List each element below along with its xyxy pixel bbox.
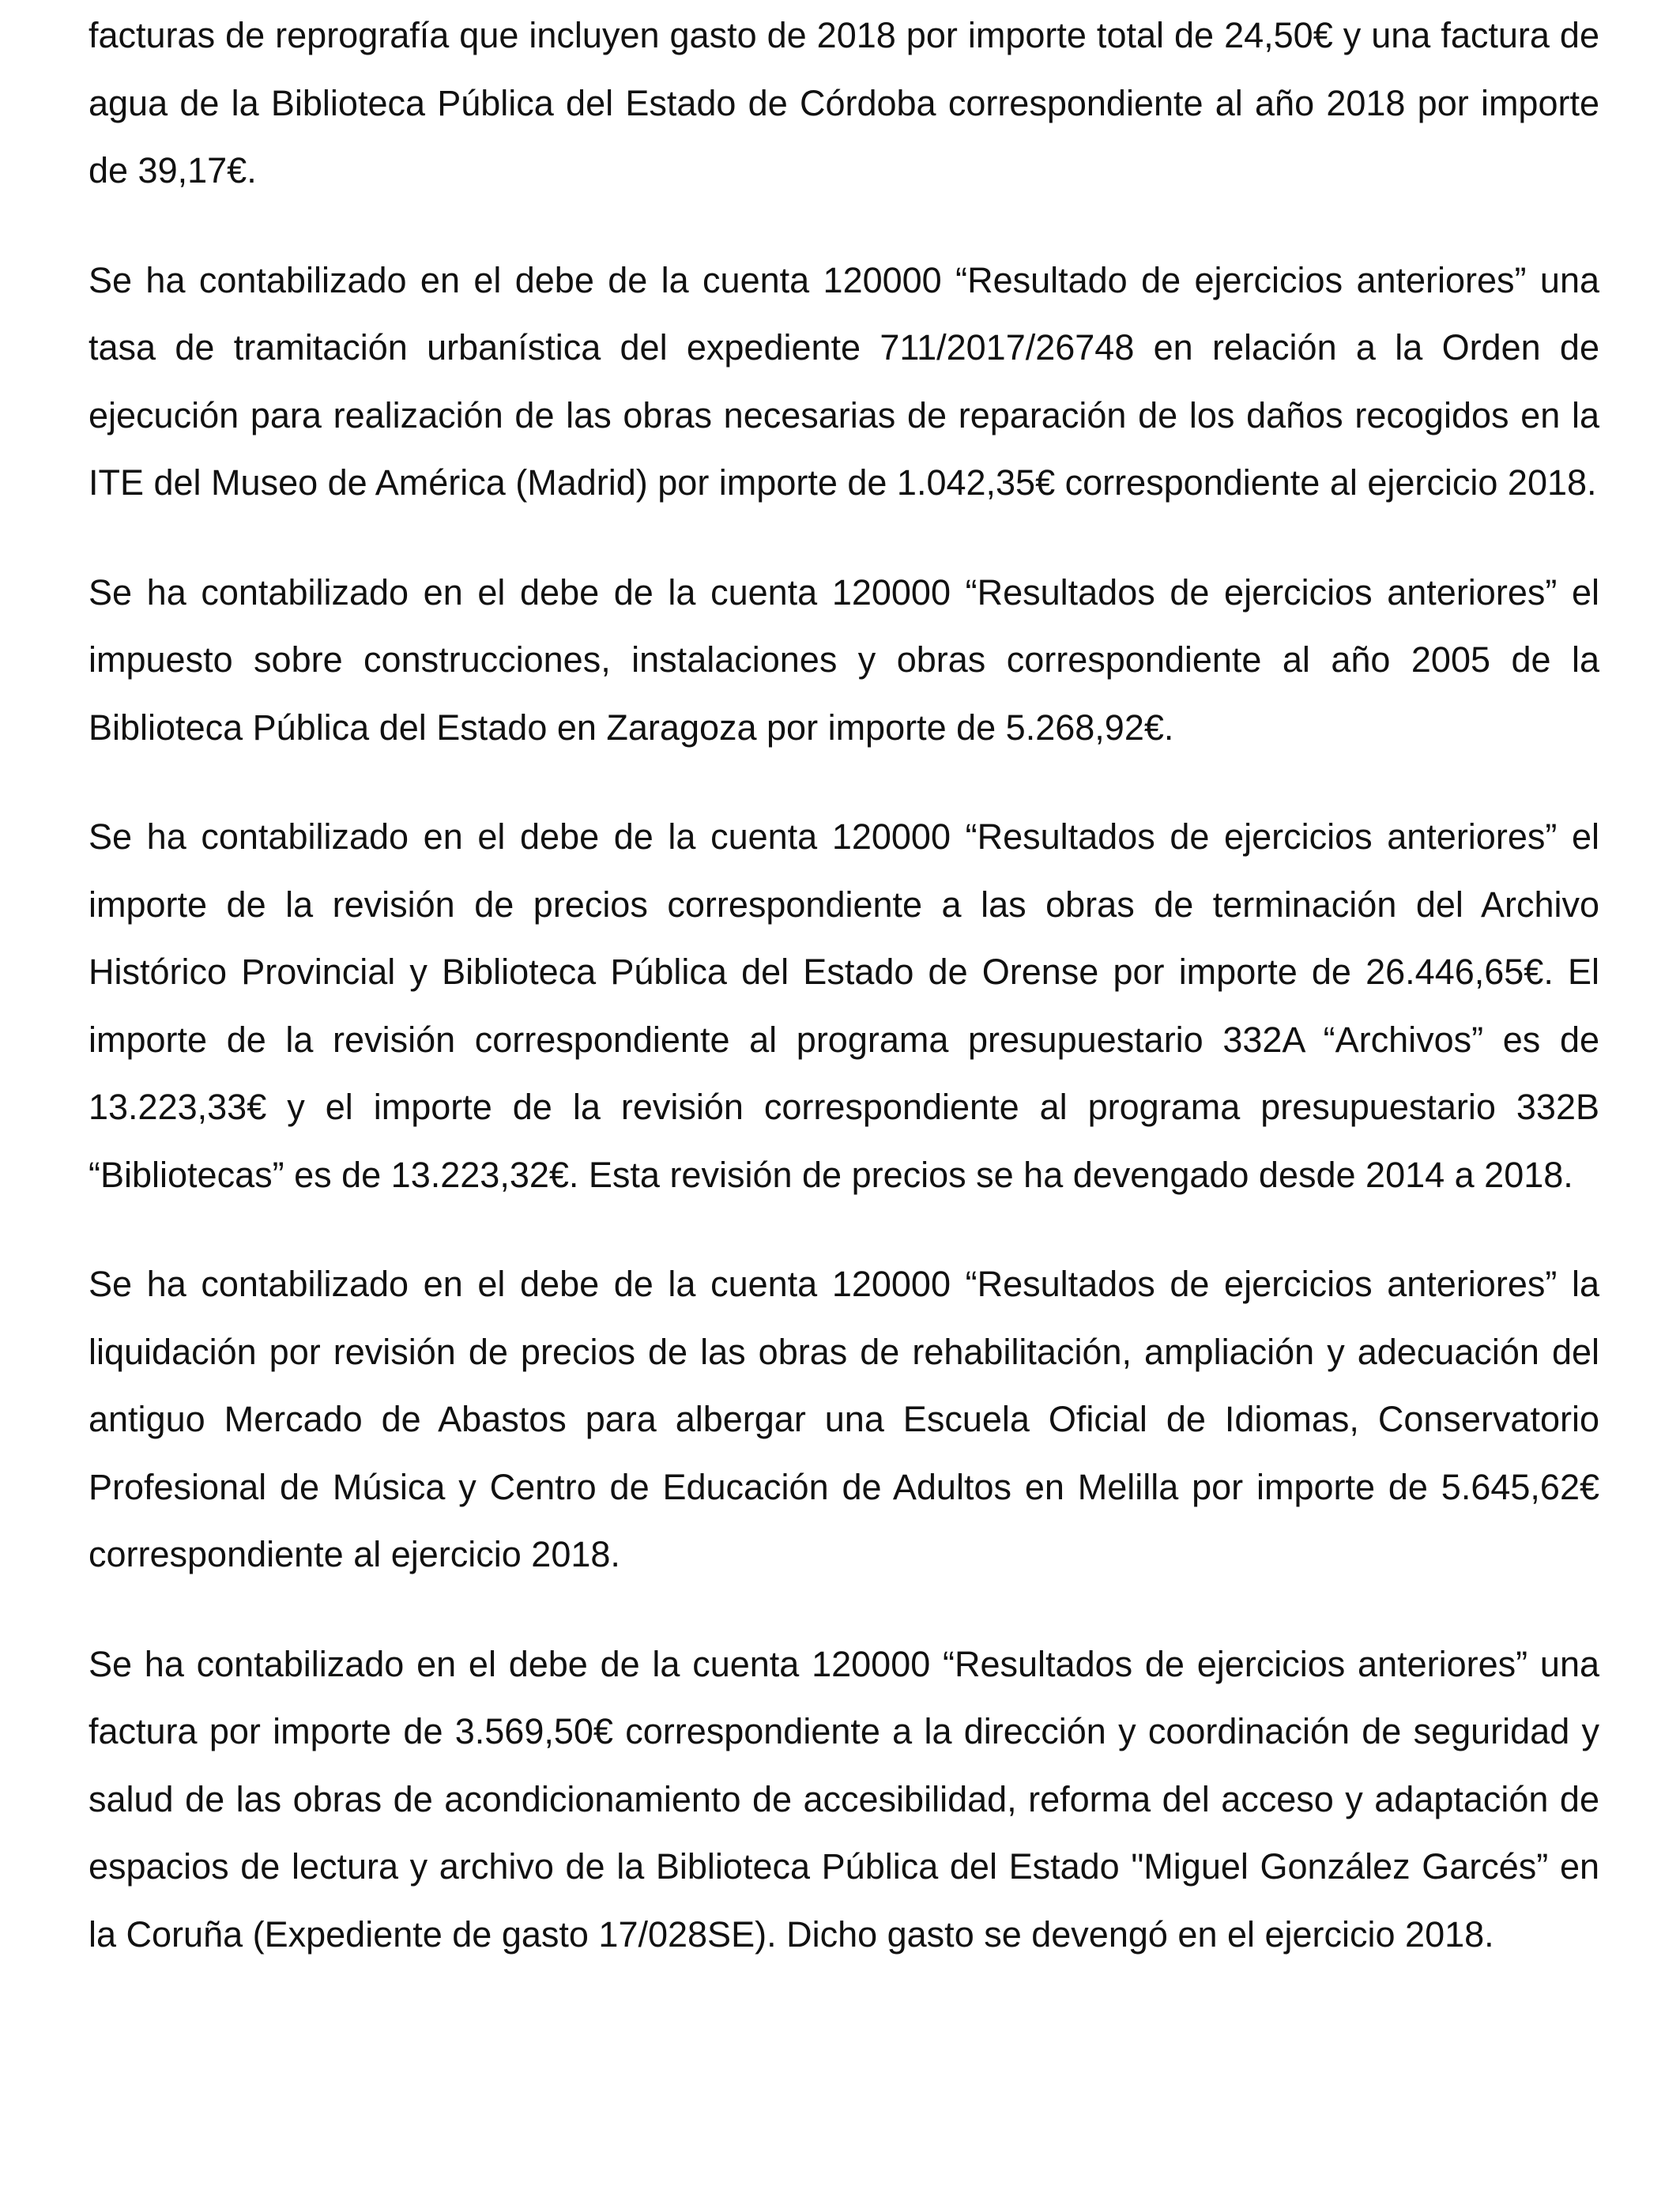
paragraph-factura-coruna: Se ha contabilizado en el debe de la cuenta 120000 “Resultados de ejercicios anteriores” una factura por importe de 3.569,50€ correspondiente a la dirección y coordinación de seguridad y salud de las obras de acondicionamiento de accesibilidad, reforma del acceso y adaptación de espacios de lectura y archivo de la Biblioteca Pública del Estado "Miguel González Garcés” en la Coruña (Expediente de gasto 17/028SE). Dicho gasto se devengó en el ejercicio 2018. (89, 1643, 1599, 1955)
paragraph-revision-precios-orense: Se ha contabilizado en el debe de la cuenta 120000 “Resultados de ejercicios anteriores” el importe de la revisión de precios correspondiente a las obras de terminación del Archivo Histórico Provincial y Biblioteca Pública del Estado de Orense por importe de 26.446,65€. El importe de la revisión correspondiente al programa presupuestario 332A “Archivos” es de 13.223,33€ y el importe de la revisión correspondiente al programa presupuestario 332B “Bibliotecas” es de 13.223,32€. Esta revisión de precios se ha devengado desde 2014 a 2018. (89, 816, 1599, 1195)
paragraph-tasa-urbanistica: Se ha contabilizado en el debe de la cuenta 120000 “Resultado de ejercicios anteriores” una tasa de tramitación urbanística del expediente 711/2017/26748 en relación a la Orden de ejecución para realización de las obras necesarias de reparación de los daños recogidos en la ITE del Museo de América (Madrid) por importe de 1.042,35€ correspondiente al ejercicio 2018. (89, 259, 1599, 503)
document-page (89, 0, 1599, 2010)
paragraph-impuesto-construcciones: Se ha contabilizado en el debe de la cuenta 120000 “Resultados de ejercicios anteriores” el impuesto sobre construcciones, instalaciones y obras correspondiente al año 2005 de la Biblioteca Pública del Estado en Zaragoza por importe de 5.268,92€. (89, 571, 1599, 748)
paragraph-mercado-abastos-melilla: Se ha contabilizado en el debe de la cuenta 120000 “Resultados de ejercicios anteriores” la liquidación por revisión de precios de las obras de rehabilitación, ampliación y adecuación del antiguo Mercado de Abastos para albergar una Escuela Oficial de Idiomas, Conservatorio Profesional de Música y Centro de Educación de Adultos en Melilla por importe de 5.645,62€ correspondiente al ejercicio 2018. (89, 1264, 1599, 1574)
paragraph-reprografia-agua: facturas de reprografía que incluyen gasto de 2018 por importe total de 24,50€ y una factura de agua de la Biblioteca Pública del Estado de Córdoba correspondiente al año 2018 por importe de 39,17€. (89, 15, 1599, 190)
